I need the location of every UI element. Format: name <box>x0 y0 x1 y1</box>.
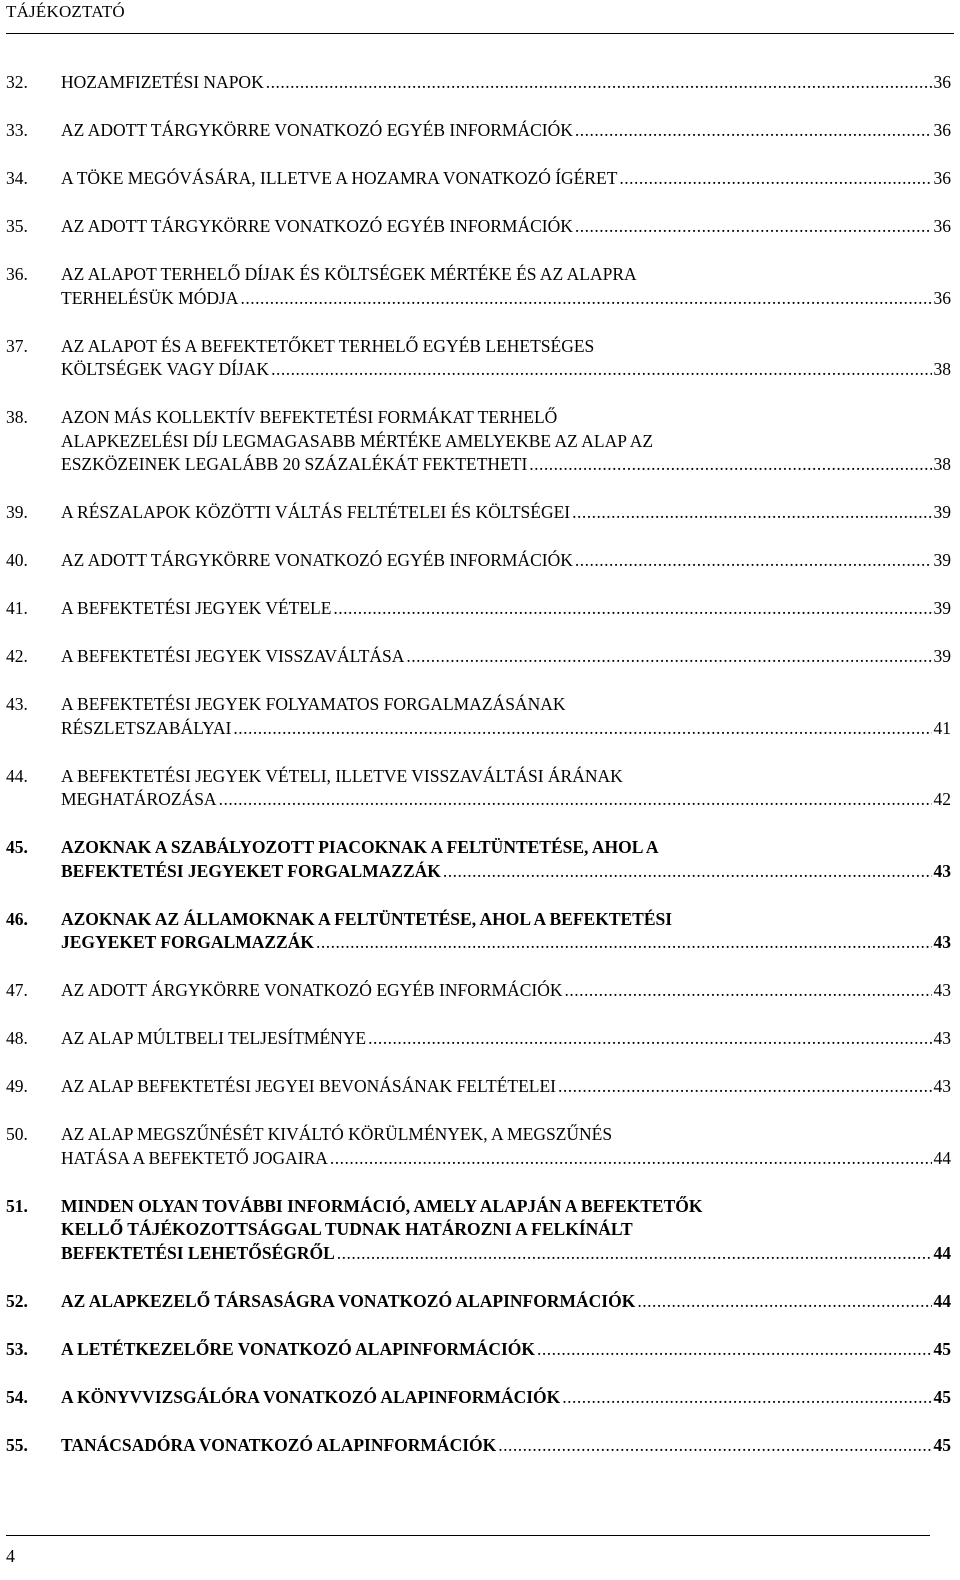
toc-entry[interactable] <box>6 501 951 525</box>
toc-entry-page: 43 <box>933 980 951 1000</box>
toc-entry[interactable] <box>6 765 951 812</box>
toc-entry[interactable] <box>6 263 951 310</box>
toc-entry-title <box>61 597 951 621</box>
toc-entry-number: 54. <box>6 1386 28 1407</box>
toc-entry-page: 43 <box>933 1076 951 1096</box>
header-divider <box>6 33 954 34</box>
toc-entry[interactable] <box>6 597 951 621</box>
toc-entry-last-line <box>61 358 951 382</box>
toc-entry-number: 45. <box>6 837 28 857</box>
toc-entry-last-line <box>61 979 951 1003</box>
toc-entry-number: 48. <box>6 1028 28 1048</box>
toc-entry-title <box>61 335 951 382</box>
toc-entry[interactable] <box>6 1290 951 1314</box>
toc-entry-title <box>61 645 951 669</box>
toc-entry-page: 43 <box>933 1028 951 1048</box>
toc-entry-page: 44 <box>933 1242 951 1263</box>
toc-entry[interactable] <box>6 908 951 955</box>
toc-entry-title-line: AZ ALAPOT ÉS A BEFEKTETŐKET TERHELŐ EGYÉB LEHETSÉGES <box>61 335 595 356</box>
toc-entry-title-line: AZ ALAP MEGSZŰNÉSÉT KIVÁLTÓ KÖRÜLMÉNYEK, A MEGSZŰNÉS <box>61 1124 613 1144</box>
toc-dot-leader <box>575 119 932 143</box>
toc-entry-last-line <box>61 287 951 311</box>
toc-entry-page: 38 <box>933 454 951 474</box>
toc-dot-leader <box>333 597 931 621</box>
toc-entry[interactable] <box>6 836 951 883</box>
toc-entry[interactable] <box>6 1075 951 1099</box>
toc-entry[interactable] <box>6 215 951 239</box>
toc-entry-number: 33. <box>6 120 28 140</box>
toc-entry-title-line: A KÖNYVVIZSGÁLÓRA VONATKOZÓ ALAPINFORMÁCIÓK <box>61 1386 561 1407</box>
toc-entry-last-line <box>61 453 951 477</box>
toc-dot-leader <box>330 1147 932 1171</box>
toc-entry-number: 49. <box>6 1076 28 1096</box>
toc-dot-leader <box>219 788 932 812</box>
toc-entry-last-line <box>61 119 951 143</box>
toc-dot-leader <box>575 215 932 239</box>
toc-entry-title <box>61 501 951 525</box>
toc-entry-number: 51. <box>6 1195 28 1216</box>
toc-entry[interactable] <box>6 979 951 1003</box>
toc-entry-title <box>61 215 951 239</box>
toc-dot-leader <box>337 1242 932 1266</box>
toc-dot-leader <box>233 717 931 741</box>
toc-entry-last-line <box>61 1434 951 1458</box>
toc-dot-leader <box>443 860 932 884</box>
toc-entry-last-line <box>61 71 951 95</box>
toc-entry-title-line: RÉSZLETSZABÁLYAI <box>61 717 232 738</box>
toc-entry-title <box>61 693 951 740</box>
toc-entry-last-line <box>61 717 951 741</box>
toc-entry-title-line: AZ ADOTT TÁRGYKÖRRE VONATKOZÓ EGYÉB INFORMÁCIÓK <box>61 120 573 140</box>
toc-entry-title-line: AZ ADOTT ÁRGYKÖRRE VONATKOZÓ EGYÉB INFORMÁCIÓK <box>61 980 563 1000</box>
toc-entry-page: 42 <box>933 789 951 809</box>
toc-entry-page: 36 <box>933 287 951 308</box>
toc-entry-title <box>61 549 951 573</box>
toc-entry-title-line: MEGHATÁROZÁSA <box>61 789 217 809</box>
toc-entry-title-line: TERHELÉSÜK MÓDJA <box>61 287 239 308</box>
toc-entry-last-line <box>61 645 951 669</box>
toc-entry-last-line <box>61 860 951 884</box>
page-header-title: TÁJÉKOZTATÓ <box>6 2 125 21</box>
toc-entry-page: 39 <box>933 502 951 522</box>
toc-dot-leader <box>619 167 931 191</box>
toc-entry-last-line <box>61 931 951 955</box>
toc-entry-title-line: JEGYEKET FORGALMAZZÁK <box>61 932 314 952</box>
toc-entry-last-line <box>61 1386 951 1410</box>
toc-entry-title <box>61 1338 951 1362</box>
toc-entry-last-line <box>61 167 951 191</box>
toc-entry-last-line <box>61 1242 951 1266</box>
toc-entry[interactable] <box>6 167 951 191</box>
toc-entry-last-line <box>61 1338 951 1362</box>
toc-entry-title <box>61 406 951 477</box>
toc-entry-title-line: AZ ALAP BEFEKTETÉSI JEGYEI BEVONÁSÁNAK FELTÉTELEI <box>61 1076 556 1096</box>
toc-entry-title <box>61 836 951 883</box>
toc-entry-title-line: AZON MÁS KOLLEKTÍV BEFEKTETÉSI FORMÁKAT TERHELŐ <box>61 407 558 427</box>
toc-entry-number: 42. <box>6 646 28 666</box>
toc-entry-title <box>61 263 951 310</box>
toc-entry-page: 36 <box>933 120 951 140</box>
toc-entry-last-line <box>61 1075 951 1099</box>
toc-entry-title-line: A TÖKE MEGÓVÁSÁRA, ILLETVE A HOZAMRA VONATKOZÓ ÍGÉRET <box>61 168 618 188</box>
toc-entry-number: 52. <box>6 1290 28 1311</box>
toc-entry-title <box>61 1195 951 1266</box>
toc-entry-number: 40. <box>6 550 28 570</box>
toc-entry-page: 45 <box>933 1434 951 1455</box>
toc-entry-last-line <box>61 1290 951 1314</box>
toc-entry[interactable] <box>6 1386 951 1410</box>
toc-entry-number: 34. <box>6 168 28 188</box>
toc-entry-title-line: AZ ALAPKEZELŐ TÁRSASÁGRA VONATKOZÓ ALAPINFORMÁCIÓK <box>61 1290 636 1311</box>
toc-entry-number: 39. <box>6 502 28 522</box>
toc-entry-page: 36 <box>933 216 951 236</box>
toc-dot-leader <box>406 645 931 669</box>
toc-entry-title <box>61 1290 951 1314</box>
toc-entry-title <box>61 119 951 143</box>
toc-entry-title-line: AZOKNAK AZ ÁLLAMOKNAK A FELTÜNTETÉSE, AHOL A BEFEKTETÉSI <box>61 908 673 929</box>
toc-entry-page: 38 <box>933 359 951 379</box>
toc-entry-title-line: BEFEKTETÉSI LEHETŐSÉGRŐL <box>61 1242 335 1263</box>
toc-entry-page: 41 <box>933 717 951 738</box>
toc-entry-last-line <box>61 549 951 573</box>
toc-entry-title-line: AZ ALAP MÚLTBELI TELJESÍTMÉNYE <box>61 1028 367 1048</box>
toc-entry-number: 43. <box>6 694 28 714</box>
toc-entry-page: 45 <box>933 1338 951 1359</box>
toc-entry[interactable] <box>6 71 951 95</box>
toc-dot-leader <box>562 1386 931 1410</box>
toc-entry-number: 35. <box>6 216 28 236</box>
toc-entry[interactable] <box>6 1027 951 1051</box>
toc-entry-page: 43 <box>933 860 951 881</box>
toc-entry[interactable] <box>6 335 951 382</box>
toc-entry-last-line <box>61 788 951 812</box>
toc-entry-page: 39 <box>933 550 951 570</box>
toc-entry-last-line <box>61 597 951 621</box>
toc-entry-title <box>61 71 951 95</box>
toc-entry-page: 39 <box>933 646 951 666</box>
toc-dot-leader <box>565 979 932 1003</box>
toc-entry-title <box>61 1386 951 1410</box>
toc-dot-leader <box>266 71 932 95</box>
toc-dot-leader <box>572 501 931 525</box>
toc-entry-title-line: A BEFEKTETÉSI JEGYEK VISSZAVÁLTÁSA <box>61 646 405 666</box>
toc-entry-number: 36. <box>6 264 28 284</box>
toc-dot-leader <box>240 287 931 311</box>
toc-entry-title-line: AZ ADOTT TÁRGYKÖRRE VONATKOZÓ EGYÉB INFORMÁCIÓK <box>61 550 573 570</box>
toc-entry-page: 43 <box>933 932 951 952</box>
toc-entry-title-line: A BEFEKTETÉSI JEGYEK VÉTELI, ILLETVE VISSZAVÁLTÁSI ÁRÁNAK <box>61 765 623 786</box>
toc-entry-number: 46. <box>6 908 28 929</box>
toc-entry[interactable] <box>6 119 951 143</box>
toc-entry-title-line: AZ ALAPOT TERHELŐ DÍJAK ÉS KÖLTSÉGEK MÉRTÉKE ÉS AZ ALAPRA <box>61 264 637 284</box>
toc-entry-number: 44. <box>6 765 28 786</box>
toc-dot-leader <box>558 1075 932 1099</box>
toc-entry-number: 47. <box>6 980 28 1000</box>
toc-entry-title <box>61 1434 951 1458</box>
toc-entry-last-line <box>61 501 951 525</box>
toc-dot-leader <box>498 1434 931 1458</box>
toc-dot-leader <box>575 549 932 573</box>
toc-dot-leader <box>368 1027 931 1051</box>
toc-entry[interactable] <box>6 693 951 740</box>
toc-dot-leader <box>316 931 932 955</box>
toc-entry-number: 38. <box>6 407 28 427</box>
toc-dot-leader <box>529 453 931 477</box>
toc-entry-number: 37. <box>6 335 28 356</box>
toc-entry[interactable] <box>6 1195 951 1266</box>
toc-entry-title <box>61 1075 951 1099</box>
table-of-contents <box>6 71 951 1482</box>
toc-entry[interactable] <box>6 549 951 573</box>
toc-entry-title-line: A LETÉTKEZELŐRE VONATKOZÓ ALAPINFORMÁCIÓK <box>61 1338 536 1359</box>
toc-entry-page: 45 <box>933 1386 951 1407</box>
toc-entry-title-line: ALAPKEZELÉSI DÍJ LEGMAGASABB MÉRTÉKE AMELYEKBE AZ ALAP AZ <box>61 430 654 451</box>
toc-entry-title-line: A BEFEKTETÉSI JEGYEK FOLYAMATOS FORGALMAZÁSÁNAK <box>61 694 566 714</box>
toc-entry[interactable] <box>6 406 951 477</box>
toc-entry-page: 44 <box>933 1290 951 1311</box>
toc-entry-last-line <box>61 1147 951 1171</box>
toc-entry-title-line: AZOKNAK A SZABÁLYOZOTT PIACOKNAK A FELTÜNTETÉSE, AHOL A <box>61 837 659 857</box>
toc-entry-number: 50. <box>6 1124 28 1144</box>
footer-page-number: 4 <box>6 1546 15 1566</box>
toc-entry-page: 44 <box>933 1147 951 1168</box>
toc-entry[interactable] <box>6 1434 951 1458</box>
toc-entry-number: 41. <box>6 598 28 618</box>
toc-entry-number: 32. <box>6 72 28 92</box>
toc-entry-title <box>61 765 951 812</box>
toc-entry-title-line: BEFEKTETÉSI JEGYEKET FORGALMAZZÁK <box>61 860 441 881</box>
toc-entry[interactable] <box>6 645 951 669</box>
toc-entry-title-line: A RÉSZALAPOK KÖZÖTTI VÁLTÁS FELTÉTELEI ÉS KÖLTSÉGEI <box>61 502 571 522</box>
toc-entry-title <box>61 979 951 1003</box>
toc-entry-title-line: TANÁCSADÓRA VONATKOZÓ ALAPINFORMÁCIÓK <box>61 1434 497 1455</box>
toc-entry-last-line <box>61 1027 951 1051</box>
toc-entry-title-line: ESZKÖZEINEK LEGALÁBB 20 SZÁZALÉKÁT FEKTETHETI <box>61 454 528 474</box>
toc-entry-title <box>61 1027 951 1051</box>
toc-entry-title <box>61 908 951 955</box>
toc-entry-page: 36 <box>933 168 951 188</box>
toc-entry-number: 53. <box>6 1338 28 1359</box>
toc-entry-title-line: KÖLTSÉGEK VAGY DÍJAK <box>61 359 270 379</box>
toc-entry-title-line: HOZAMFIZETÉSI NAPOK <box>61 72 264 92</box>
toc-entry-title-line: MINDEN OLYAN TOVÁBBI INFORMÁCIÓ, AMELY ALAPJÁN A BEFEKTETŐK <box>61 1195 703 1216</box>
toc-entry[interactable] <box>6 1123 951 1170</box>
toc-entry-title-line: HATÁSA A BEFEKTETŐ JOGAIRA <box>61 1147 328 1168</box>
toc-entry-number: 55. <box>6 1434 28 1455</box>
toc-entry-page: 36 <box>933 72 951 92</box>
toc-entry[interactable] <box>6 1338 951 1362</box>
toc-dot-leader <box>271 358 931 382</box>
toc-entry-title-line: A BEFEKTETÉSI JEGYEK VÉTELE <box>61 598 332 618</box>
toc-dot-leader <box>537 1338 931 1362</box>
footer-divider <box>6 1535 930 1536</box>
toc-entry-title-line: KELLŐ TÁJÉKOZOTTSÁGGAL TUDNAK HATÁROZNI A FELKÍNÁLT <box>61 1219 633 1239</box>
toc-entry-title <box>61 167 951 191</box>
toc-entry-title-line: AZ ADOTT TÁRGYKÖRRE VONATKOZÓ EGYÉB INFORMÁCIÓK <box>61 216 573 236</box>
toc-entry-last-line <box>61 215 951 239</box>
toc-entry-title <box>61 1123 951 1170</box>
toc-dot-leader <box>637 1290 931 1314</box>
toc-entry-page: 39 <box>933 598 951 618</box>
